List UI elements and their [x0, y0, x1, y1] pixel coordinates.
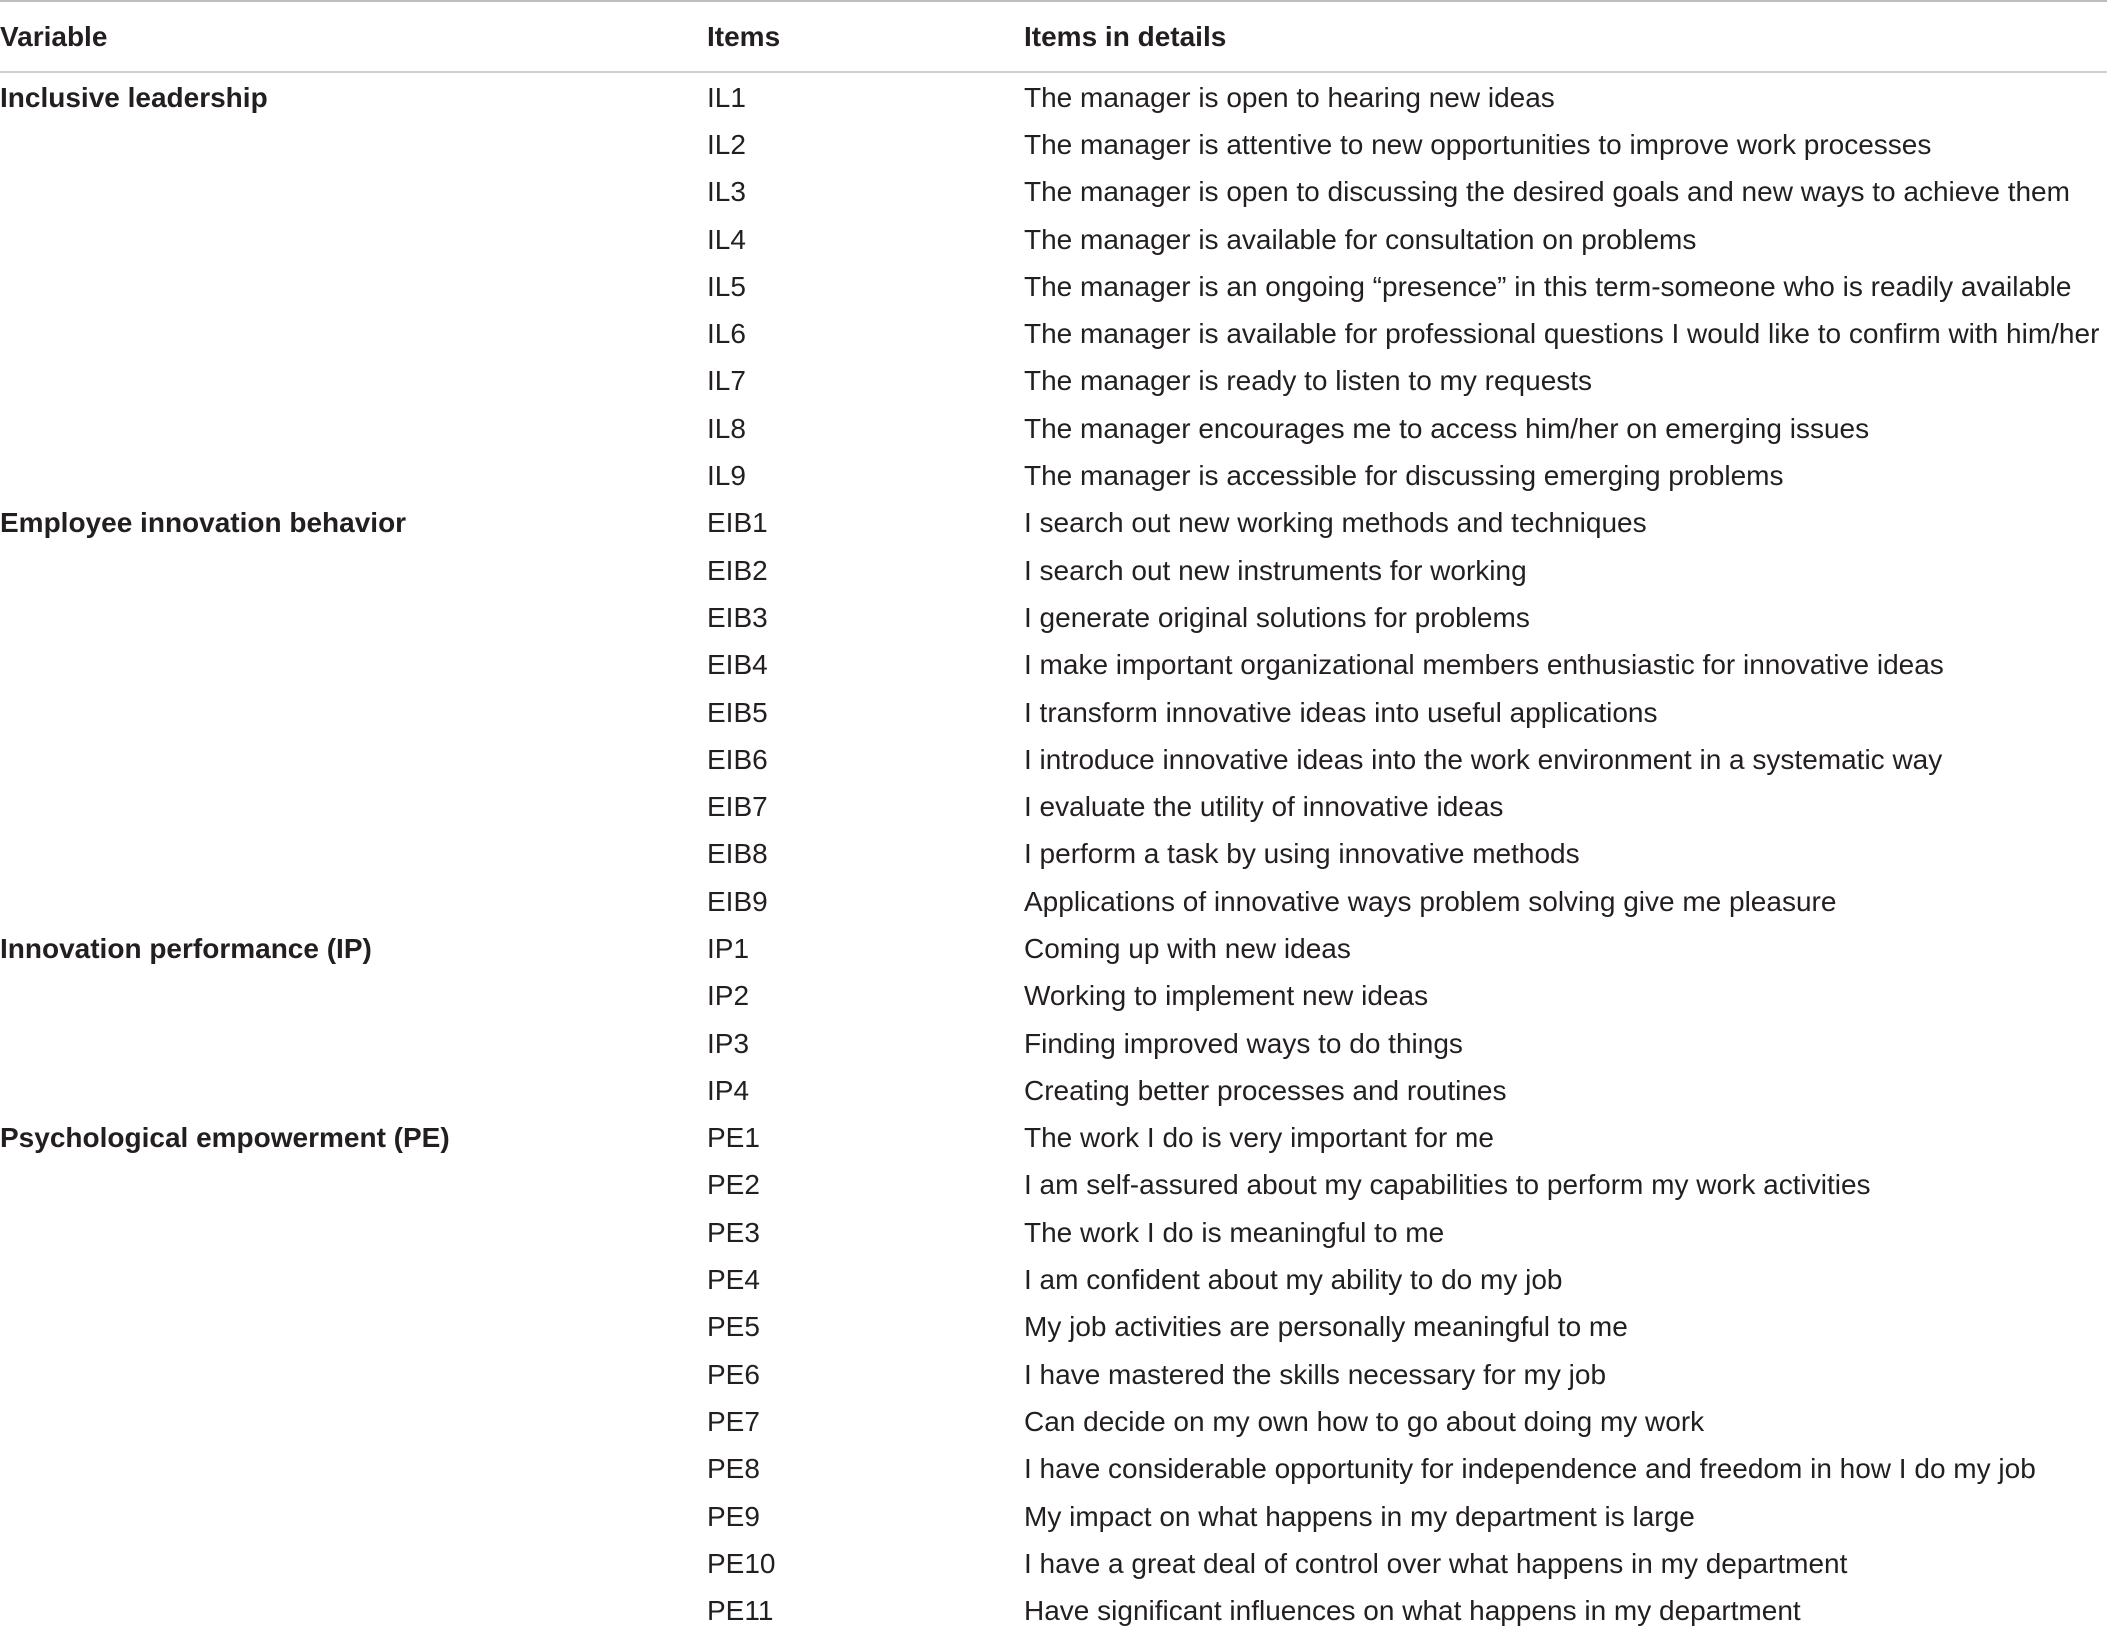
item-code-cell: PE5	[707, 1311, 760, 1343]
item-code-cell: IP2	[707, 980, 750, 1012]
table-row	[0, 1115, 2107, 1162]
item-detail-cell: The manager is open to hearing new ideas	[1024, 81, 1555, 113]
item-detail-cell: Working to implement new ideas	[1024, 980, 1429, 1012]
table-row	[0, 925, 2107, 972]
item-code-cell: PE10	[707, 1547, 776, 1579]
item-code-cell: EIB4	[707, 649, 768, 681]
item-detail-cell: I have considerable opportunity for independence and freedom in how I do my job	[1024, 1453, 2036, 1485]
table-row	[0, 1209, 2107, 1256]
table-row	[0, 736, 2107, 783]
table-row	[0, 973, 2107, 1020]
item-detail-cell: I evaluate the utility of innovative ideas	[1024, 791, 1504, 823]
table-body	[0, 73, 2107, 1635]
item-code-cell: PE7	[707, 1405, 760, 1437]
table-row	[0, 1067, 2107, 1114]
item-detail-cell: I introduce innovative ideas into the work environment in a systematic way	[1024, 743, 1943, 775]
table-row	[0, 310, 2107, 357]
table-row	[0, 169, 2107, 216]
table-row	[0, 1351, 2107, 1398]
item-detail-cell: I am confident about my ability to do my job	[1024, 1264, 1563, 1296]
table-header-row	[0, 2, 2107, 73]
table-row	[0, 831, 2107, 878]
item-code-cell: IP1	[707, 932, 750, 964]
table-row	[0, 1540, 2107, 1587]
item-code-cell: IP4	[707, 1074, 750, 1106]
variable-cell: Inclusive leadership	[0, 81, 268, 113]
item-code-cell: PE11	[707, 1595, 774, 1627]
item-detail-cell: Creating better processes and routines	[1024, 1074, 1507, 1106]
item-detail-cell: Have significant influences on what happens in my department	[1024, 1595, 1801, 1627]
item-detail-cell: Applications of innovative ways problem solving give me pleasure	[1024, 885, 1837, 917]
item-code-cell: EIB2	[707, 554, 768, 586]
item-code-cell: EIB7	[707, 791, 768, 823]
item-detail-cell: I generate original solutions for problems	[1024, 601, 1530, 633]
item-code-cell: IL6	[707, 318, 746, 350]
item-code-cell: IL4	[707, 223, 746, 255]
item-code-cell: EIB9	[707, 885, 768, 917]
item-detail-cell: The manager is available for consultation on problems	[1024, 223, 1697, 255]
table-row	[0, 594, 2107, 641]
table-row	[0, 121, 2107, 168]
item-code-cell: EIB3	[707, 601, 768, 633]
table-row	[0, 452, 2107, 499]
item-code-cell: PE6	[707, 1358, 760, 1390]
item-detail-cell: The manager is ready to listen to my requests	[1024, 365, 1593, 397]
table-row	[0, 1162, 2107, 1209]
item-detail-cell: I have mastered the skills necessary for my job	[1024, 1358, 1607, 1390]
table-row	[0, 642, 2107, 689]
item-code-cell: EIB8	[707, 838, 768, 870]
item-code-cell: EIB1	[707, 507, 768, 539]
table-row	[0, 1256, 2107, 1303]
table-row	[0, 74, 2107, 121]
table-row	[0, 263, 2107, 310]
item-detail-cell: The manager is an ongoing “presence” in this term-someone who is readily available	[1024, 270, 2072, 302]
table-row	[0, 216, 2107, 263]
item-code-cell: PE8	[707, 1453, 760, 1485]
item-detail-cell: The manager encourages me to access him/her on emerging issues	[1024, 412, 1870, 444]
table-row	[0, 358, 2107, 405]
table-row	[0, 689, 2107, 736]
item-code-cell: IL2	[707, 128, 746, 160]
table-row	[0, 1446, 2107, 1493]
item-detail-cell: I make important organizational members enthusiastic for innovative ideas	[1024, 649, 1944, 681]
item-code-cell: IL1	[707, 81, 746, 113]
item-code-cell: IL3	[707, 176, 746, 208]
variable-cell: Psychological empowerment (PE)	[0, 1122, 450, 1154]
header-items: Items	[707, 20, 781, 52]
item-detail-cell: The manager is accessible for discussing emerging problems	[1024, 460, 1784, 492]
table-row	[0, 547, 2107, 594]
item-code-cell: PE2	[707, 1169, 760, 1201]
item-detail-cell: The work I do is very important for me	[1024, 1122, 1494, 1154]
header-items-in-details: Items in details	[1024, 20, 1227, 52]
item-code-cell: IL5	[707, 270, 746, 302]
item-code-cell: PE1	[707, 1122, 760, 1154]
table-row	[0, 1020, 2107, 1067]
variable-cell: Employee innovation behavior	[0, 507, 407, 539]
header-variable: Variable	[0, 20, 108, 52]
item-detail-cell: I am self-assured about my capabilities to perform my work activities	[1024, 1169, 1871, 1201]
item-code-cell: PE3	[707, 1216, 760, 1248]
item-detail-cell: The work I do is meaningful to me	[1024, 1216, 1445, 1248]
item-code-cell: IL9	[707, 460, 746, 492]
table-row	[0, 1493, 2107, 1540]
table-row	[0, 783, 2107, 830]
item-detail-cell: I perform a task by using innovative methods	[1024, 838, 1580, 870]
variable-cell: Innovation performance (IP)	[0, 932, 372, 964]
item-detail-cell: My job activities are personally meaningful to me	[1024, 1311, 1628, 1343]
table-row	[0, 405, 2107, 452]
item-detail-cell: The manager is attentive to new opportunities to improve work processes	[1024, 128, 1932, 160]
table-row	[0, 1398, 2107, 1445]
item-detail-cell: I search out new working methods and techniques	[1024, 507, 1647, 539]
item-detail-cell: The manager is open to discussing the desired goals and new ways to achieve them	[1024, 176, 2070, 208]
item-detail-cell: Can decide on my own how to go about doing my work	[1024, 1405, 1705, 1437]
item-code-cell: PE9	[707, 1500, 760, 1532]
table-row	[0, 878, 2107, 925]
item-code-cell: IL7	[707, 365, 746, 397]
item-detail-cell: I search out new instruments for working	[1024, 554, 1527, 586]
item-code-cell: PE4	[707, 1264, 760, 1296]
item-detail-cell: Finding improved ways to do things	[1024, 1027, 1463, 1059]
item-code-cell: EIB5	[707, 696, 768, 728]
table-row	[0, 500, 2107, 547]
item-code-cell: IL8	[707, 412, 746, 444]
item-detail-cell: I transform innovative ideas into useful applications	[1024, 696, 1658, 728]
item-detail-cell: Coming up with new ideas	[1024, 932, 1351, 964]
item-code-cell: EIB6	[707, 743, 768, 775]
table-row	[0, 1588, 2107, 1635]
table-row	[0, 1304, 2107, 1351]
item-detail-cell: The manager is available for professional questions I would like to confirm with him/her	[1024, 318, 2100, 350]
item-detail-cell: I have a great deal of control over what happens in my department	[1024, 1547, 1848, 1579]
item-code-cell: IP3	[707, 1027, 750, 1059]
item-detail-cell: My impact on what happens in my department is large	[1024, 1500, 1695, 1532]
